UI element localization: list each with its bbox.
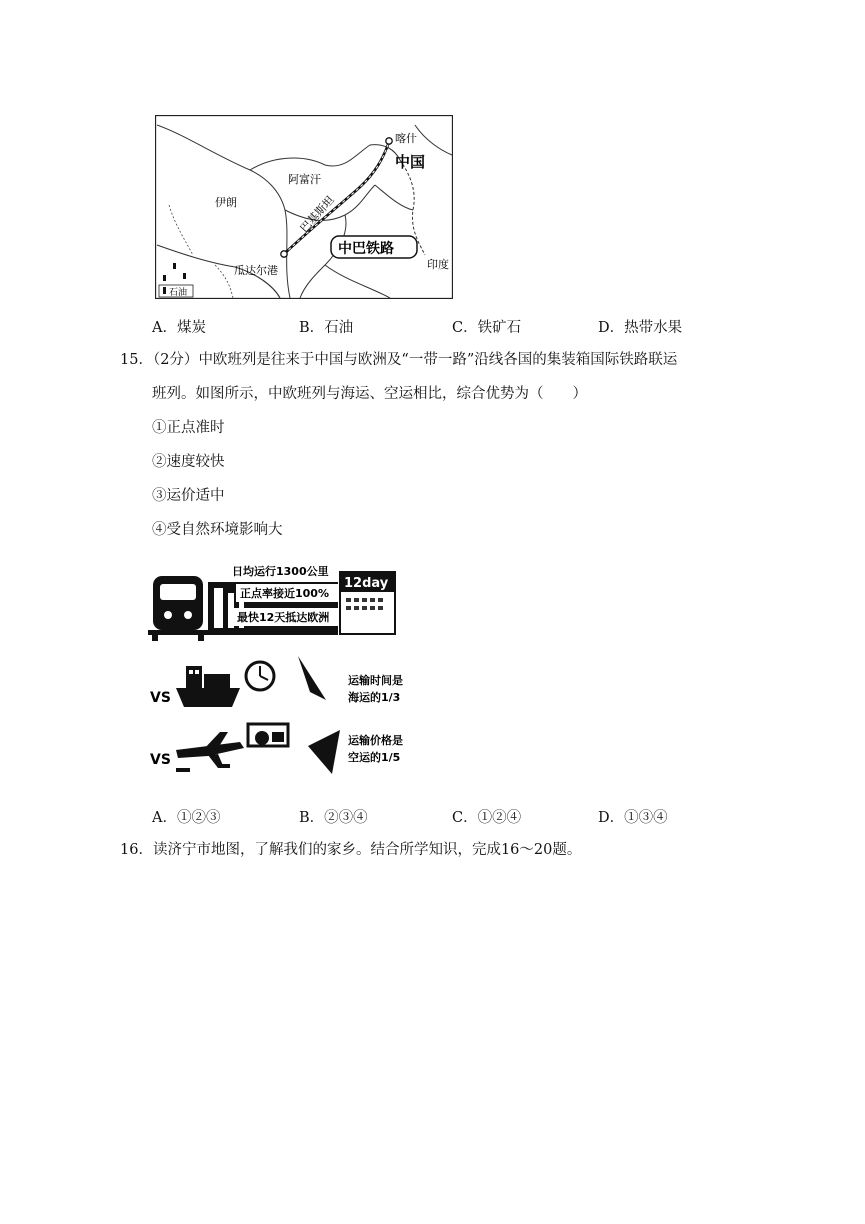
q15-option-b[interactable]: B．②③④ (299, 810, 368, 826)
q15-statement-3: ③运价适中 (152, 488, 225, 504)
q14-option-d[interactable]: D．热带水果 (598, 320, 683, 336)
calendar-label: 12day (344, 576, 389, 591)
q15-option-c[interactable]: C．①②④ (452, 810, 522, 826)
label-afghanistan: 阿富汗 (288, 173, 321, 186)
gwadar-point (281, 251, 287, 257)
q15-statement-2: ②速度较快 (152, 454, 225, 470)
q15-stem-line1: 15．（2分）中欧班列是往来于中国与欧洲及“一带一路”沿线各国的集装箱国际铁路联运 (120, 352, 678, 368)
label-iran: 伊朗 (215, 196, 237, 209)
legend-oil: 石油 (169, 288, 188, 298)
triangle-icon-1 (298, 656, 326, 700)
ship-icon (176, 666, 240, 707)
transport-infographic (148, 560, 410, 780)
q15-statement-4: ④受自然环境影响大 (152, 522, 283, 538)
plane-icon (176, 732, 244, 772)
q14-option-c[interactable]: C．铁矿石 (452, 320, 522, 336)
label-india: 印度 (427, 258, 449, 271)
train-line-3: 最快12天抵达欧洲 (237, 611, 330, 624)
q14-option-b[interactable]: B．石油 (299, 320, 354, 336)
q14-option-a[interactable]: A．煤炭 (152, 320, 206, 336)
q15-statement-1: ①正点准时 (152, 420, 225, 436)
plane-text-2: 空运的1/5 (348, 751, 401, 764)
label-kashgar: 喀什 (395, 132, 417, 145)
train-line-1: 日均运行1300公里 (232, 565, 329, 578)
train-line-2: 正点率接近100% (240, 587, 329, 600)
label-china: 中国 (395, 153, 426, 171)
q15-option-d[interactable]: D．①③④ (598, 810, 668, 826)
q15-stem-line2: 班列。如图所示，中欧班列与海运、空运相比，综合优势为（ ） (152, 386, 587, 402)
cargo-icon (248, 724, 288, 746)
calendar-icon (340, 572, 395, 634)
ship-text-2: 海运的1/3 (348, 691, 401, 704)
vs-ship: VS (150, 690, 171, 706)
q16-text: 16．读济宁市地图，了解我们的家乡。结合所学知识，完成16～20题。 (120, 842, 582, 858)
label-pakistan: 巴基斯坦 (297, 193, 337, 236)
kashgar-point (386, 138, 392, 144)
ship-text-1: 运输时间是 (348, 674, 403, 687)
map-figure (155, 115, 453, 299)
q15-option-a[interactable]: A．①②③ (152, 810, 221, 826)
clock-icon (246, 662, 274, 690)
triangle-icon-2 (308, 730, 340, 774)
vs-plane: VS (150, 752, 171, 768)
label-gwadar: 瓜达尔港 (234, 264, 278, 277)
plane-text-1: 运输价格是 (348, 734, 403, 747)
label-railway: 中巴铁路 (338, 241, 394, 257)
